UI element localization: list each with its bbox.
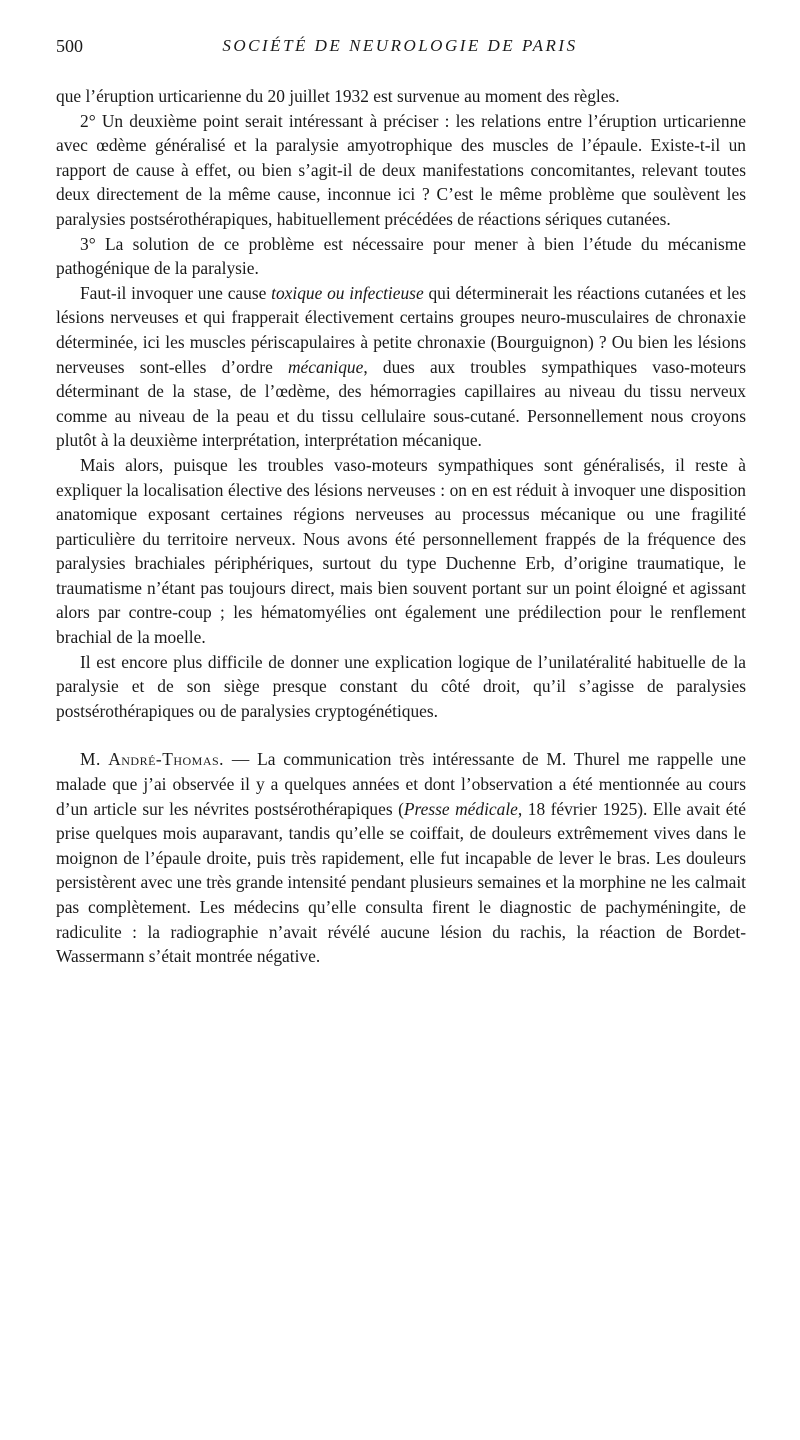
speaker-name: M. André-Thomas. <box>80 749 225 770</box>
emphasis-mecanique: mécanique <box>287 356 364 377</box>
article-body <box>56 84 746 969</box>
emphasis-presse-medicale: Presse médicale <box>403 798 518 819</box>
paragraph-7-text-a: — La communication très intéressante de M. Thurel me rappelle une malade que j’ai observée il y a quelques années et dont l’observation a été mentionnée au cours d’un article sur les névrites postsérothérapiques ( <box>56 749 747 819</box>
paragraph-7-text-b: , 18 février 1925). Elle avait été prise quelques mois auparavant, tandis qu’elle se coiffait, de douleurs extrêmement vives dans le moignon de l’épaule droite, puis très rapidement, elle fut incapable de lever le bras. Les douleurs persistèrent avec une très grande intensité pendant plusieurs semaines et la morphine ne les calmait pas complètement. Les médecins qu’elle consulta firent le diagnostic de pachyméningite, de radiculite : la radiographie n’avait révélé aucune lésion du rachis, la réaction de Bordet-Wassermann s’était montrée négative. <box>56 798 746 967</box>
paragraph-4-text-a: Faut-il invoquer une cause <box>80 282 272 303</box>
paragraph-2: 2° Un deuxième point serait intéressant à préciser : les relations entre l’éruption urticarienne avec œdème généralisé et la paralysie amyotrophique des muscles de l’épaule. Existe-t-il un rapport de cause à effet, ou bien s’agit-il de deux manifestations concomitantes, relevant toutes deux directement de la même cause, inconnue ici ? C’est le même problème que soulèvent les paralysies postsérothérapiques, habituellement précédées de réactions sériques cutanées. <box>56 110 746 229</box>
paragraph-7 <box>56 747 746 968</box>
paragraph-4-text-c: , dues aux troubles sympathiques vaso-moteurs déterminant de la stase, de l’œdème, des hémorragies capillaires au niveau du tissu nerveux comme au niveau de la peau et du tissu cellulaire sous-cutané. Personnellement nous croyons plutôt à la deuxième interprétation, interprétation mécanique. <box>56 356 746 451</box>
page-header <box>56 36 744 66</box>
emphasis-toxique: toxique ou infectieuse <box>271 282 424 303</box>
paragraph-4 <box>56 281 746 453</box>
paragraph-5: Mais alors, puisque les troubles vaso-moteurs sympathiques sont généralisés, il reste à expliquer la localisation élective des lésions nerveuses : on en est réduit à invoquer une disposition anatomique exposant certaines régions nerveuses au processus mécanique ou une fragilité particulière du territoire nerveux. Nous avons été personnellement frappés de la fréquence des paralysies brachiales périphériques, surtout du type Duchenne Erb, d’origine traumatique, le traumatisme n’étant pas toujours direct, mais bien souvent portant sur un point éloigné et agissant alors par contre-coup ; les hématomyélies ont également une prédilection pour le renflement brachial de la moelle. <box>56 454 746 648</box>
paragraph-3: 3° La solution de ce problème est nécessaire pour mener à bien l’étude du mécanisme pathogénique de la paralysie. <box>56 233 746 279</box>
page-number: 500 <box>56 36 83 56</box>
paragraph-4-text-b: qui déterminerait les réactions cutanées et les lésions nerveuses et qui frapperait électivement certains groupes neuro-musculaires de chronaxie déterminée, ici les muscles périscapulaires à petite chronaxie (Bourguignon) ? Ou bien les lésions nerveuses sont-elles d’ordre <box>56 282 747 377</box>
running-title: SOCIÉTÉ DE NEUROLOGIE DE PARIS <box>222 36 578 55</box>
paragraph-1: que l’éruption urticarienne du 20 juillet 1932 est survenue au moment des règles. <box>56 86 620 106</box>
paragraph-6: Il est encore plus difficile de donner une explication logique de l’unilatéralité habituelle de la paralysie et de son siège presque constant du côté droit, qu’il s’agisse de paralysies postsérothérapiques ou de paralysies cryptogénétiques. <box>56 651 746 721</box>
